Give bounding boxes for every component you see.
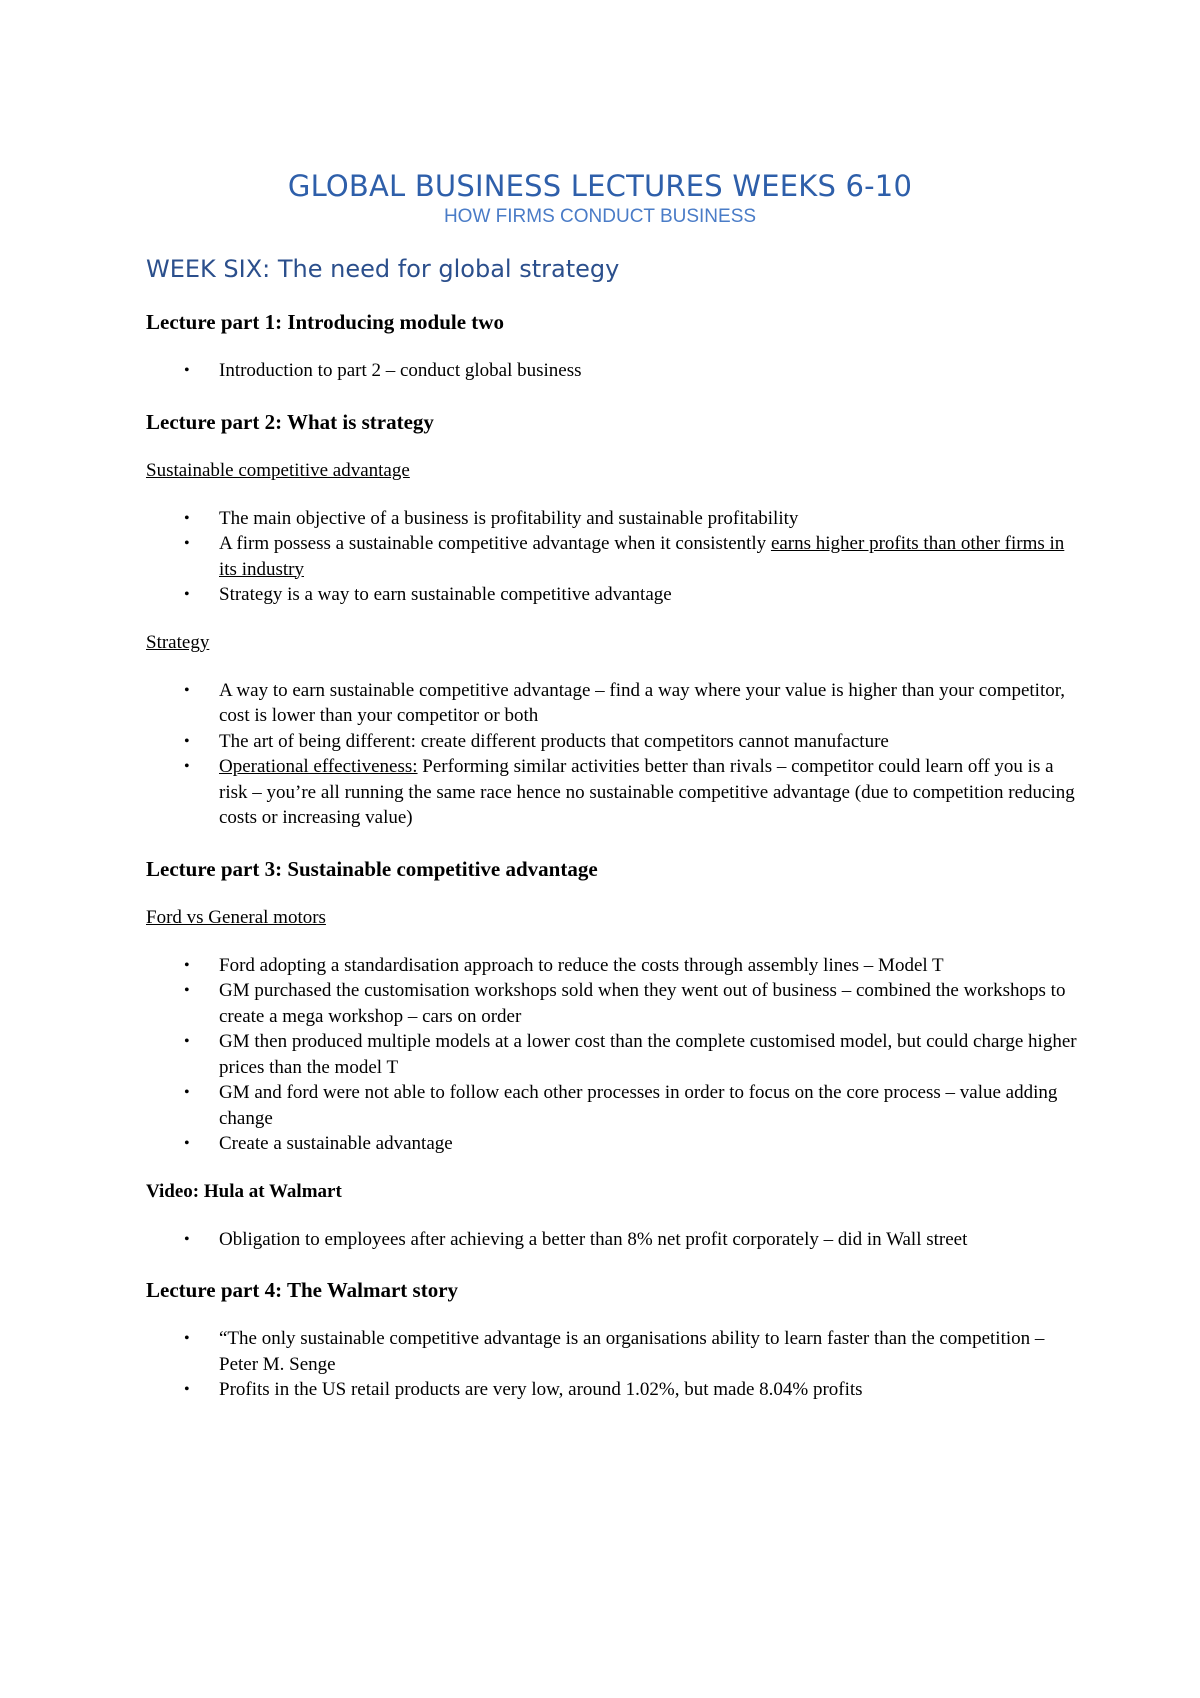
section-title-strategy: Strategy bbox=[146, 631, 210, 653]
part1-heading: Lecture part 1: Introducing module two bbox=[146, 310, 504, 334]
section-title-ford-gm: Ford vs General motors bbox=[146, 906, 326, 928]
week-heading: WEEK SIX: The need for global strategy bbox=[146, 255, 620, 283]
list-item: • GM then produced multiple models at a lower cost than the complete customised model, but could charge higher prices than the model T bbox=[184, 1031, 1077, 1078]
video-heading: Video: Hula at Walmart bbox=[146, 1180, 342, 1202]
part2-heading: Lecture part 2: What is strategy bbox=[146, 409, 434, 434]
part2-section2-list bbox=[146, 678, 1080, 831]
list-item: • A firm possess a sustainable competitive advantage when it consistently earns higher profits than other firms in its industry bbox=[184, 533, 1065, 580]
list-item: • GM and ford were not able to follow each other processes in order to focus on the core process – value adding change bbox=[184, 1082, 1058, 1129]
list-item: • A way to earn sustainable competitive advantage – find a way where your value is higher than your competitor, cost is lower than your competitor or both bbox=[184, 679, 1066, 726]
list-item: • The art of being different: create different products that competitors cannot manufacture bbox=[146, 729, 1080, 755]
part4-heading: Lecture part 4: The Walmart story bbox=[146, 1278, 459, 1302]
bullet-icon: • bbox=[184, 586, 190, 603]
document-subtitle: HOW FIRMS CONDUCT BUSINESS bbox=[443, 206, 757, 227]
bullet-icon: • bbox=[184, 732, 190, 750]
list-item: • Ford adopting a standardisation approach to reduce the costs through assembly lines – Model T bbox=[146, 953, 1080, 979]
list-item: • Strategy is a way to earn sustainable competitive advantage bbox=[146, 582, 1080, 608]
list-item: • “The only sustainable competitive advantage is an organisations ability to learn faster than the competition – Peter M. Senge bbox=[184, 1328, 1045, 1375]
bullet-icon: • bbox=[184, 1230, 190, 1248]
bullet-icon: • bbox=[184, 362, 190, 379]
part3-heading: Lecture part 3: Sustainable competitive advantage bbox=[146, 856, 598, 881]
bullet-icon: • bbox=[184, 509, 190, 527]
bullet-icon: • bbox=[184, 982, 190, 999]
part1-list bbox=[146, 358, 1080, 384]
section-title-sustainable: Sustainable competitive advantage bbox=[146, 459, 410, 481]
bullet-icon: • bbox=[184, 1033, 190, 1050]
part2-section1-list bbox=[146, 506, 1080, 608]
document-title: GLOBAL BUSINESS LECTURES WEEKS 6-10 bbox=[287, 169, 913, 203]
bullet-icon: • bbox=[184, 956, 190, 974]
bullet-icon: • bbox=[184, 681, 190, 699]
list-item: • Profits in the US retail products are very low, around 1.02%, but made 8.04% profits bbox=[146, 1377, 1080, 1403]
bullet-icon: • bbox=[184, 1330, 190, 1347]
bullet-icon: • bbox=[184, 535, 190, 552]
video-list bbox=[146, 1227, 1080, 1253]
part3-list bbox=[146, 953, 1080, 1157]
bullet-icon: • bbox=[184, 758, 190, 775]
bullet-icon: • bbox=[184, 1084, 190, 1101]
list-item: • Create a sustainable advantage bbox=[146, 1131, 1080, 1157]
list-item: • Operational effectiveness: Performing similar activities better than rivals – competitor could learn off you is a risk – you’re all running the same race hence no sustainable competitive advantage (due to competition reducing costs or increasing value) bbox=[184, 756, 1075, 828]
list-item: • GM purchased the customisation workshops sold when they went out of business – combined the workshops to create a mega workshop – cars on order bbox=[184, 980, 1066, 1027]
list-item: • Introduction to part 2 – conduct global business bbox=[146, 358, 1080, 384]
part4-list bbox=[146, 1326, 1080, 1403]
list-item: • Obligation to employees after achieving a better than 8% net profit corporately – did in Wall street bbox=[146, 1227, 1080, 1253]
bullet-icon: • bbox=[184, 1381, 190, 1398]
list-item: • The main objective of a business is profitability and sustainable profitability bbox=[146, 506, 1080, 532]
bullet-icon: • bbox=[184, 1135, 190, 1152]
